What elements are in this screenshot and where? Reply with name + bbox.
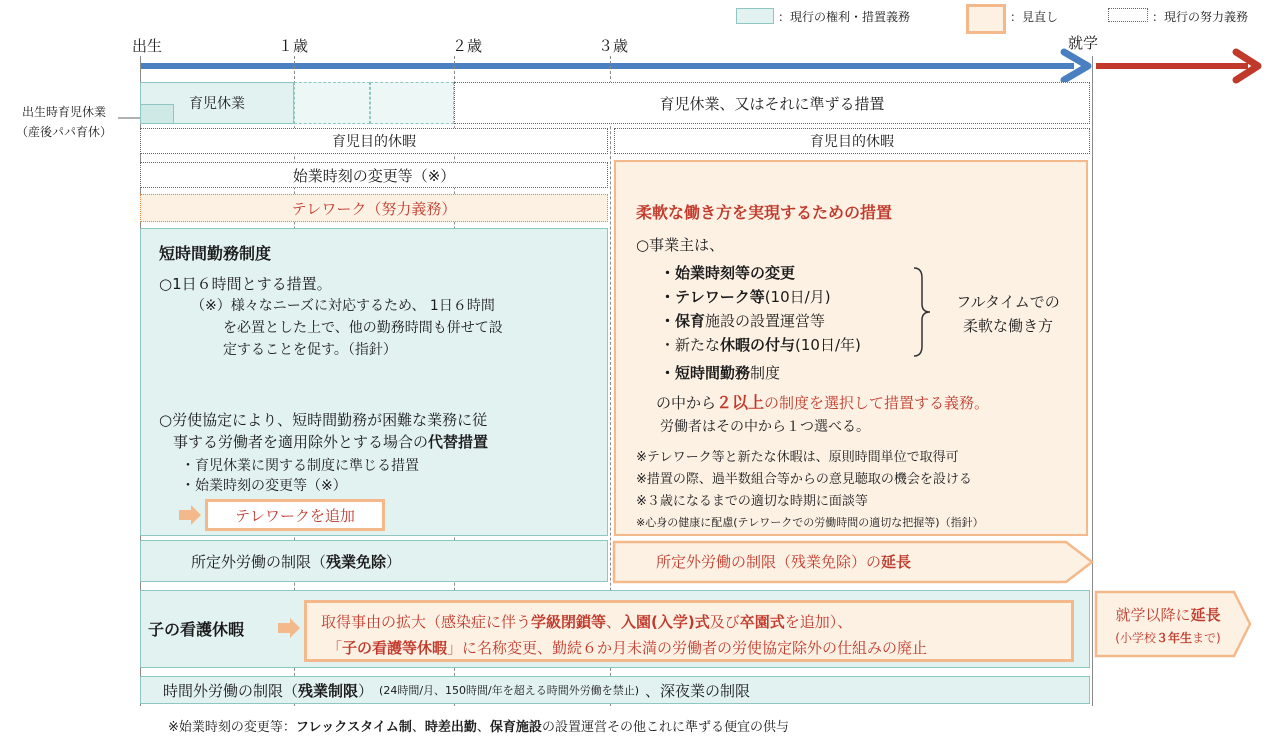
- overtime-limit-small: (24時間/月、150時間/年を超える時間外労働を禁止): [379, 684, 640, 697]
- flexible-select-post: の制度を選択して措置する義務。: [764, 394, 990, 412]
- nursing-line1-f: 卒園式: [739, 613, 785, 631]
- flexible-note1: ※テレワーク等と新たな休暇は、原則時間単位で取得可: [636, 450, 959, 465]
- options-brace-icon: [912, 266, 932, 358]
- short-hours-sub2: ・始業時刻の変更等（※）: [181, 478, 347, 494]
- overtime-exempt-left-pre: 所定外労働の制限（: [191, 552, 327, 571]
- flexible-opt3-rest: 施設の設置運営等: [705, 312, 826, 330]
- purpose-leave-left-box: [140, 128, 608, 154]
- start-time-change-box: [140, 162, 608, 188]
- footnote: [168, 716, 789, 735]
- nursing-extend-b: 延長: [1190, 606, 1221, 624]
- paternity-leave-label: [4, 102, 124, 142]
- legend-revision-label: ：見直し: [1010, 10, 1059, 24]
- childcare-leave-extension-1: [294, 82, 370, 124]
- short-hours-sub1: ・育児休業に関する制度に準じる措置: [181, 458, 419, 474]
- timeline-age1: １歳: [278, 37, 309, 55]
- short-hours-note3: 定することを促す。（指針）: [223, 342, 397, 358]
- overtime-limit-box: [140, 676, 1090, 704]
- telework-effort-box: [140, 194, 608, 222]
- timeline-school: 就学: [1068, 34, 1099, 52]
- flexible-work-employer: ○事業主は、: [636, 236, 725, 254]
- nursing-revision-box: [304, 600, 1074, 662]
- nursing-extension-line2: [1098, 629, 1238, 646]
- nursing-line2-c: 」に名称変更、勤続６か月未満の労働者の労使協定除外の仕組みの廃止: [447, 639, 928, 657]
- overtime-limit-tail: 、深夜業の制限: [645, 681, 751, 700]
- telework-effort-label: テレワーク（努力義務）: [291, 199, 457, 218]
- flexible-note2: ※措置の際、過半数組合等からの意見聴取の機会を設ける: [636, 472, 972, 487]
- timeline-birth: 出生: [132, 37, 163, 55]
- legend-current-rights-label: ：現行の権利・措置義務: [778, 10, 911, 24]
- nursing-line2-b: 子の看護等休暇: [342, 639, 448, 657]
- flexible-opt4: [660, 334, 861, 355]
- purpose-leave-left-label: 育児目的休暇: [332, 134, 416, 150]
- paternity-leave-label-line1: 出生時育児休業: [21, 105, 106, 119]
- overtime-limit-post: ）: [358, 681, 374, 700]
- nursing-arrow-icon: [278, 618, 302, 638]
- flexible-note3: ※３歳になるまでの適切な時期に面談等: [636, 494, 868, 509]
- overtime-limit-bold: 残業制限: [298, 681, 359, 700]
- nursing-line1-c: 、: [606, 613, 622, 631]
- flexible-opt5-bold: ・短時間勤務: [660, 364, 751, 382]
- childcare-leave-label: 育児休業: [189, 96, 245, 112]
- brace-label: [938, 290, 1078, 338]
- nursing-extend-a: 就学以降に: [1115, 606, 1191, 624]
- footnote-pre: ※始業時刻の変更等：: [168, 720, 296, 735]
- short-hours-box: [140, 228, 608, 536]
- flexible-opt3-bold: 保育: [675, 312, 706, 330]
- legend-current-effort-label: ：現行の努力義務: [1152, 10, 1249, 24]
- flexible-opt3: [660, 310, 825, 331]
- childcare-leave-or-equiv-label: 育児休業、又はそれに準ずる措置: [659, 94, 885, 113]
- overtime-exempt-left-bold: 残業免除: [326, 552, 387, 571]
- short-hours-note1: （※）様々なニーズに対応するため、 1日６時間: [191, 298, 495, 314]
- timeline-age3: ３歳: [598, 37, 629, 55]
- flexible-select-red: ２以上: [716, 393, 765, 412]
- overtime-exempt-left-post: ）: [386, 552, 402, 571]
- overtime-exempt-left-box: [140, 540, 608, 582]
- short-hours-item2a: ○労使協定により、短時間勤務が困難な業務に従: [159, 411, 488, 429]
- flexible-select-pre: の中から: [656, 394, 717, 412]
- flexible-opt2-bold: ・テレワーク等: [660, 288, 765, 306]
- add-telework-box: [205, 499, 385, 531]
- flexible-opt4-bold: 休暇の付与: [720, 336, 796, 354]
- footnote-b3: 保育施設: [489, 720, 542, 735]
- footnote-s1: 、: [411, 720, 425, 735]
- footnote-s2: 、: [476, 720, 490, 735]
- paternity-leave-label-line2: （産後パパ育休）: [15, 125, 112, 139]
- nursing-leave-label: 子の看護休暇: [148, 620, 245, 639]
- flexible-opt5-rest: 制度: [750, 364, 781, 382]
- nursing-line1-b: 学級閉鎖等: [531, 613, 607, 631]
- purpose-leave-right-box: [614, 128, 1090, 154]
- purpose-leave-right-label: 育児目的休暇: [810, 134, 894, 150]
- timeline-age2: ２歳: [452, 37, 483, 55]
- nursing-line1-g: を追加）、: [784, 613, 853, 631]
- short-hours-item1: ○1日６時間とする措置。: [159, 275, 332, 293]
- nursing-extension-label: [1098, 604, 1238, 646]
- brace-label-line1: フルタイムでの: [956, 293, 1060, 311]
- brace-label-line2: 柔軟な働き方: [962, 317, 1053, 335]
- nursing-line2-a: 「: [327, 639, 343, 657]
- flexible-opt1: ・始業時刻等の変更: [660, 264, 796, 282]
- flexible-opt4-pre: ・新たな: [660, 336, 721, 354]
- footnote-b1: フレックスタイム制: [295, 720, 412, 735]
- flexible-work-box: [614, 160, 1088, 536]
- gridline-school: [1092, 56, 1093, 706]
- childcare-leave-or-equiv-box: [454, 82, 1090, 124]
- flexible-note4: ※心身の健康に配慮(テレワークでの労働時間の適切な把握等)（指針）: [636, 516, 984, 529]
- nursing-extend-e: まで): [1192, 631, 1221, 645]
- nursing-revision-line2: [327, 637, 927, 658]
- flexible-opt2: [660, 286, 831, 307]
- footnote-b2: 時差出勤: [424, 720, 477, 735]
- flexible-opt4-rest: (10日/年): [795, 336, 861, 354]
- short-hours-note2: を必置とした上で、他の勤務時間も併せて設: [223, 320, 503, 336]
- flexible-select: [656, 390, 989, 413]
- overtime-exempt-right-pre: 所定外労働の制限（残業免除）の: [656, 553, 882, 571]
- footnote-post: の設置運営その他これに準ずる便宜の供与: [541, 720, 789, 735]
- flexible-opt2-rest: (10日/月): [764, 288, 831, 306]
- add-telework-arrow-icon: [179, 505, 203, 525]
- overtime-limit-pre: 時間外労働の制限（: [163, 681, 299, 700]
- start-time-change-label: 始業時刻の変更等（※）: [292, 166, 456, 185]
- flexible-work-title: 柔軟な働き方を実現するための措置: [636, 203, 893, 222]
- overtime-exempt-right-label: [656, 551, 911, 572]
- childcare-leave-extension-2: [370, 82, 454, 124]
- nursing-line1-d: 入園(入学)式: [621, 613, 710, 631]
- short-hours-item2b-line: [173, 431, 488, 452]
- short-hours-item2c: 代替措置: [428, 433, 489, 451]
- paternity-leave-box: [140, 104, 174, 124]
- flexible-opt5: [660, 362, 780, 383]
- nursing-extend-c: (小学校: [1115, 631, 1156, 645]
- short-hours-item2b: 事する労働者を適用除外とする場合の: [173, 433, 429, 451]
- add-telework-label: テレワークを追加: [235, 506, 355, 525]
- short-hours-title: 短時間勤務制度: [159, 244, 272, 263]
- nursing-extend-d: ３年生: [1155, 631, 1192, 645]
- nursing-line1-a: 取得事由の拡大（感染症に伴う: [321, 613, 532, 631]
- nursing-extension-line1: [1098, 604, 1238, 625]
- nursing-revision-line1: [321, 611, 852, 632]
- flexible-worker-choice: 労働者はその中から１つ選べる。: [660, 419, 870, 435]
- overtime-exempt-right-bold: 延長: [881, 553, 912, 571]
- flexible-opt3-dot: ・: [660, 312, 676, 330]
- nursing-line1-e: 及び: [709, 613, 740, 631]
